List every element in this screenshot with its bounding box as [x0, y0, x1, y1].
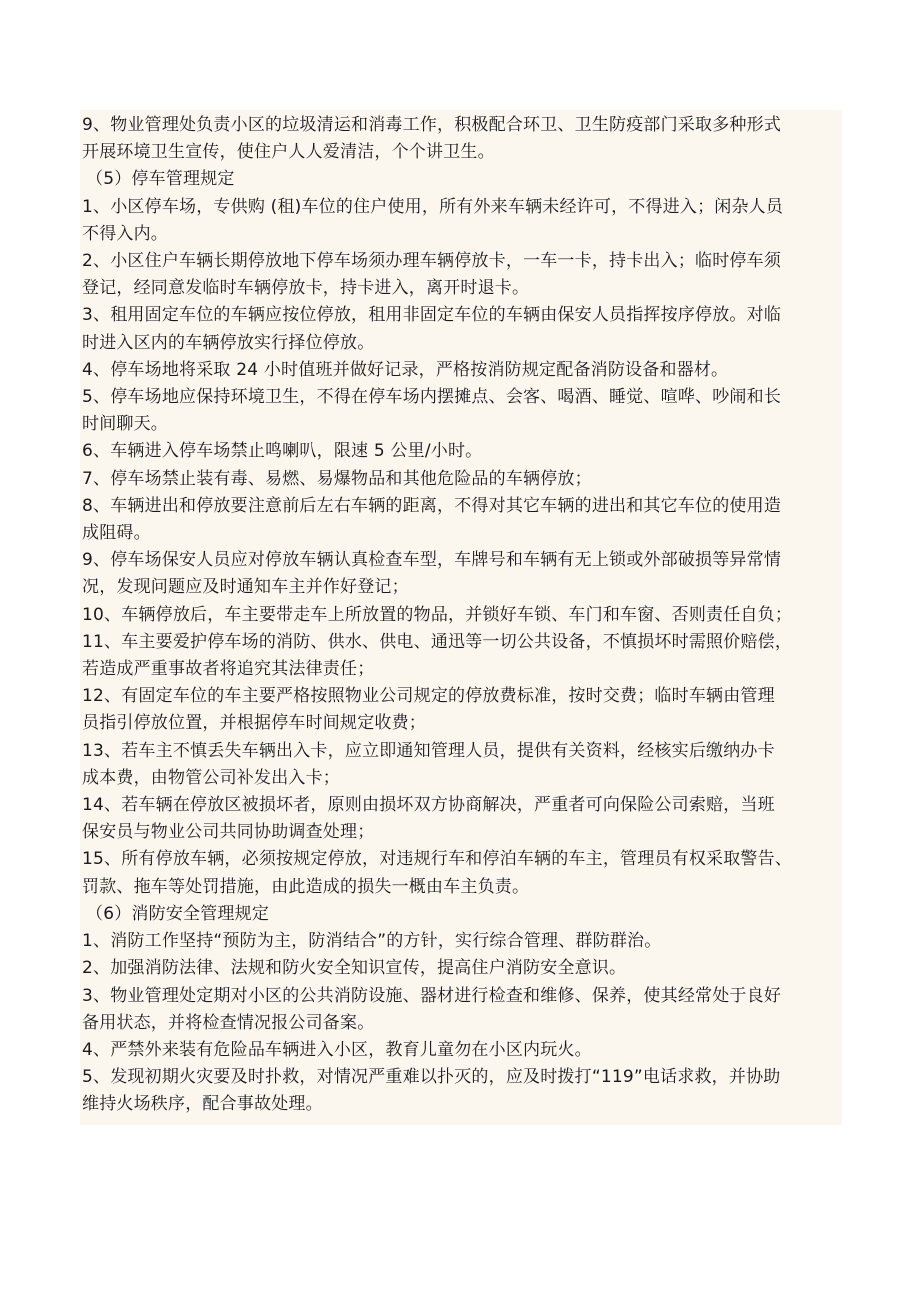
- text-line: 时进入区内的车辆停放实行择位停放。: [82, 332, 375, 353]
- text-line: 登记，经同意发临时车辆停放卡，持卡进入，离开时退卡。: [82, 278, 530, 299]
- text-line: 4、严禁外来装有危险品车辆进入小区，教育儿童勿在小区内玩火。: [82, 1039, 592, 1060]
- text-line: 3、物业管理处定期对小区的公共消防设施、器材进行检查和维修、保养，使其经常处于良好: [82, 985, 782, 1006]
- text-line: 2、加强消防法律、法规和防火安全知识宣传，提高住户消防安全意识。: [82, 958, 627, 979]
- text-line: 11、车主要爱护停车场的消防、供水、供电、通迅等一切公共设备，不慎损坏时需照价赔偿，: [82, 631, 793, 652]
- text-line: 14、若车辆在停放区被损坏者，原则由损坏双方协商解决，严重者可向保险公司索赔，当班: [82, 795, 775, 816]
- text-line: 成阻碍。: [82, 523, 151, 544]
- text-line: 5、停车场地应保持环境卫生，不得在停车场内摆摊点、会客、喝酒、睡觉、喧哗、吵闹和长: [82, 387, 782, 408]
- section-heading-fire-safety: （6）消防安全管理规定: [86, 903, 270, 924]
- text-line: 15、所有停放车辆，必须按规定停放，对违规行车和停泊车辆的车主，管理员有权采取警告、: [82, 849, 793, 870]
- text-line: 维持火场秩序，配合事故处理。: [82, 1094, 323, 1115]
- text-line: 7、停车场禁止装有毒、易燃、易爆物品和其他危险品的车辆停放；: [82, 468, 592, 489]
- text-line: 1、消防工作坚持“预防为主，防消结合”的方针，实行综合管理、群防群治。: [82, 931, 662, 952]
- text-line: 保安员与物业公司共同协助调查处理；: [82, 822, 375, 843]
- text-line: 不得入内。: [82, 223, 168, 244]
- document-body: [80, 110, 842, 1125]
- text-line: 开展环境卫生宣传，使住户人人爱清洁，个个讲卫生。: [82, 142, 495, 163]
- text-line: 5、发现初期火灾要及时扑救，对情况严重难以扑灭的，应及时拨打“119”电话求救，并协助: [82, 1067, 781, 1088]
- text-line: 4、停车场地将采取 24 小时值班并做好记录，严格按消防规定配备消防设备和器材。: [82, 359, 729, 380]
- text-line: 8、车辆进出和停放要注意前后左右车辆的距离，不得对其它车辆的进出和其它车位的使用造: [82, 495, 782, 516]
- text-line: 时间聊天。: [82, 414, 168, 435]
- text-line: 备用状态，并将检查情况报公司备案。: [82, 1012, 375, 1033]
- text-line: 罚款、拖车等处罚措施，由此造成的损失一概由车主负责。: [82, 876, 530, 897]
- text-line: 9、物业管理处负责小区的垃圾清运和消毒工作，积极配合环卫、卫生防疫部门采取多种形式: [82, 115, 782, 135]
- text-line: 10、车辆停放后，车主要带走车上所放置的物品，并锁好车锁、车门和车窗、否则责任自负；: [82, 604, 793, 625]
- text-line: 3、租用固定车位的车辆应按位停放，租用非固定车位的车辆由保安人员指挥按序停放。对临: [82, 305, 782, 326]
- text-line: 2、小区住户车辆长期停放地下停车场须办理车辆停放卡，一车一卡，持卡出入；临时停车须: [82, 251, 782, 272]
- text-line: 1、小区停车场，专供购 (租)车位的住户使用，所有外来车辆未经许可，不得进入；闲杂人员: [82, 196, 784, 217]
- text-line: 6、车辆进入停车场禁止鸣喇叭，限速 5 公里/小时。: [82, 441, 483, 462]
- text-line: 况，发现问题应及时通知车主并作好登记；: [82, 577, 409, 598]
- text-line: 若造成严重事故者将追究其法律责任；: [82, 659, 375, 680]
- text-line: 员指引停放位置，并根据停车时间规定收费；: [82, 713, 426, 734]
- text-line: 13、若车主不慎丢失车辆出入卡，应立即通知管理人员，提供有关资料，经核实后缴纳办卡: [82, 740, 775, 761]
- text-line: 12、有固定车位的车主要严格按照物业公司规定的停放费标准，按时交费；临时车辆由管理: [82, 686, 775, 707]
- text-line: 9、停车场保安人员应对停放车辆认真检查车型，车牌号和车辆有无上锁或外部破损等异常情: [82, 550, 782, 571]
- section-heading-parking: （5）停车管理规定: [86, 169, 235, 190]
- text-line: 成本费，由物管公司补发出入卡；: [82, 767, 340, 788]
